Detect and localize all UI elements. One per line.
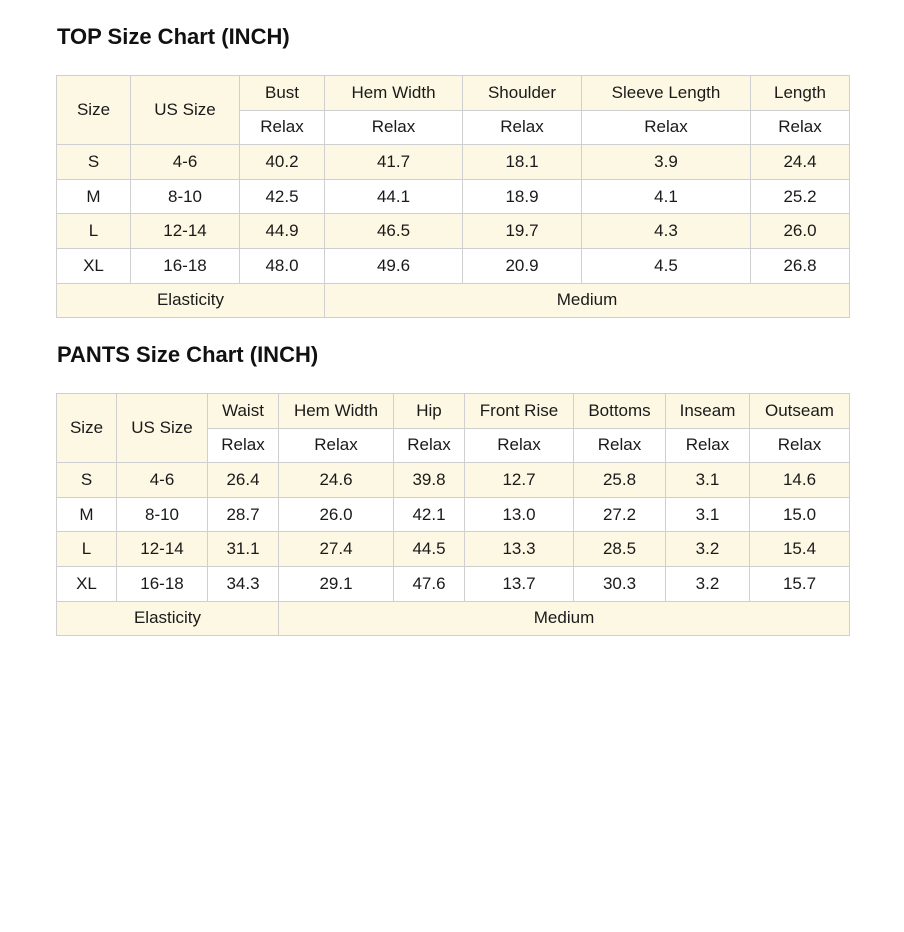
table-row bbox=[57, 179, 850, 214]
fit-label: Relax bbox=[574, 428, 666, 463]
fit-label: Relax bbox=[394, 428, 465, 463]
measurement-header: Hem Width bbox=[325, 76, 463, 111]
measurement-cell: 41.7 bbox=[325, 145, 463, 180]
us-size-cell: 8-10 bbox=[131, 179, 240, 214]
fit-label: Relax bbox=[208, 428, 279, 463]
measurement-cell: 19.7 bbox=[463, 214, 582, 249]
us-size-cell: 8-10 bbox=[117, 497, 208, 532]
us-size-cell: 4-6 bbox=[117, 463, 208, 498]
table-row bbox=[57, 248, 850, 283]
fit-label: Relax bbox=[279, 428, 394, 463]
measurement-header: Inseam bbox=[666, 394, 750, 429]
measurement-cell: 3.2 bbox=[666, 566, 750, 601]
elasticity-label: Elasticity bbox=[57, 601, 279, 636]
measurement-cell: 26.0 bbox=[751, 214, 850, 249]
table-row bbox=[57, 214, 850, 249]
measurement-header: Bottoms bbox=[574, 394, 666, 429]
measurement-cell: 25.8 bbox=[574, 463, 666, 498]
measurement-cell: 49.6 bbox=[325, 248, 463, 283]
measurement-header: Bust bbox=[240, 76, 325, 111]
size-cell: XL bbox=[57, 566, 117, 601]
measurement-cell: 27.2 bbox=[574, 497, 666, 532]
measurement-cell: 28.5 bbox=[574, 532, 666, 567]
us-size-header: US Size bbox=[131, 76, 240, 145]
table-row bbox=[57, 566, 850, 601]
measurement-header: Hip bbox=[394, 394, 465, 429]
measurement-cell: 3.2 bbox=[666, 532, 750, 567]
size-cell: M bbox=[57, 497, 117, 532]
measurement-cell: 42.1 bbox=[394, 497, 465, 532]
measurement-cell: 26.8 bbox=[751, 248, 850, 283]
top-chart-title: TOP Size Chart (INCH) bbox=[57, 24, 290, 49]
measurement-cell: 29.1 bbox=[279, 566, 394, 601]
fit-label: Relax bbox=[582, 110, 751, 145]
size-header: Size bbox=[57, 394, 117, 463]
measurement-cell: 48.0 bbox=[240, 248, 325, 283]
measurement-cell: 28.7 bbox=[208, 497, 279, 532]
fit-label: Relax bbox=[463, 110, 582, 145]
measurement-cell: 26.0 bbox=[279, 497, 394, 532]
size-cell: L bbox=[57, 214, 131, 249]
measurement-cell: 4.5 bbox=[582, 248, 751, 283]
us-size-header: US Size bbox=[117, 394, 208, 463]
measurement-header: Sleeve Length bbox=[582, 76, 751, 111]
measurement-cell: 40.2 bbox=[240, 145, 325, 180]
measurement-cell: 3.1 bbox=[666, 497, 750, 532]
measurement-header: Front Rise bbox=[465, 394, 574, 429]
size-cell: S bbox=[57, 145, 131, 180]
measurement-cell: 3.9 bbox=[582, 145, 751, 180]
top-size-table bbox=[56, 75, 850, 318]
us-size-cell: 12-14 bbox=[117, 532, 208, 567]
measurement-cell: 4.3 bbox=[582, 214, 751, 249]
measurement-header: Length bbox=[751, 76, 850, 111]
us-size-cell: 12-14 bbox=[131, 214, 240, 249]
measurement-cell: 44.5 bbox=[394, 532, 465, 567]
measurement-cell: 24.6 bbox=[279, 463, 394, 498]
size-cell: M bbox=[57, 179, 131, 214]
measurement-header: Hem Width bbox=[279, 394, 394, 429]
elasticity-value: Medium bbox=[279, 601, 850, 636]
size-cell: XL bbox=[57, 248, 131, 283]
measurement-cell: 34.3 bbox=[208, 566, 279, 601]
measurement-header: Waist bbox=[208, 394, 279, 429]
elasticity-value: Medium bbox=[325, 283, 850, 318]
measurement-cell: 15.4 bbox=[750, 532, 850, 567]
table-row bbox=[57, 532, 850, 567]
us-size-cell: 16-18 bbox=[117, 566, 208, 601]
fit-label: Relax bbox=[666, 428, 750, 463]
fit-label: Relax bbox=[751, 110, 850, 145]
measurement-cell: 39.8 bbox=[394, 463, 465, 498]
measurement-cell: 14.6 bbox=[750, 463, 850, 498]
measurement-cell: 26.4 bbox=[208, 463, 279, 498]
measurement-cell: 4.1 bbox=[582, 179, 751, 214]
measurement-cell: 3.1 bbox=[666, 463, 750, 498]
measurement-cell: 13.3 bbox=[465, 532, 574, 567]
measurement-cell: 47.6 bbox=[394, 566, 465, 601]
elasticity-row bbox=[57, 601, 850, 636]
table-row bbox=[57, 463, 850, 498]
measurement-cell: 31.1 bbox=[208, 532, 279, 567]
measurement-cell: 24.4 bbox=[751, 145, 850, 180]
us-size-cell: 4-6 bbox=[131, 145, 240, 180]
measurement-cell: 13.7 bbox=[465, 566, 574, 601]
fit-label: Relax bbox=[465, 428, 574, 463]
measurement-cell: 18.1 bbox=[463, 145, 582, 180]
measurement-cell: 15.0 bbox=[750, 497, 850, 532]
us-size-cell: 16-18 bbox=[131, 248, 240, 283]
measurement-cell: 18.9 bbox=[463, 179, 582, 214]
fit-label: Relax bbox=[750, 428, 850, 463]
table-header-row bbox=[57, 394, 850, 429]
table-header-row bbox=[57, 76, 850, 111]
measurement-cell: 44.9 bbox=[240, 214, 325, 249]
table-row bbox=[57, 497, 850, 532]
measurement-cell: 30.3 bbox=[574, 566, 666, 601]
measurement-cell: 13.0 bbox=[465, 497, 574, 532]
size-cell: S bbox=[57, 463, 117, 498]
pants-size-table bbox=[56, 393, 850, 636]
size-header: Size bbox=[57, 76, 131, 145]
fit-label: Relax bbox=[325, 110, 463, 145]
measurement-header: Outseam bbox=[750, 394, 850, 429]
measurement-cell: 44.1 bbox=[325, 179, 463, 214]
measurement-cell: 20.9 bbox=[463, 248, 582, 283]
measurement-cell: 15.7 bbox=[750, 566, 850, 601]
measurement-cell: 25.2 bbox=[751, 179, 850, 214]
elasticity-label: Elasticity bbox=[57, 283, 325, 318]
measurement-cell: 42.5 bbox=[240, 179, 325, 214]
pants-chart-title: PANTS Size Chart (INCH) bbox=[57, 342, 319, 367]
size-cell: L bbox=[57, 532, 117, 567]
measurement-cell: 12.7 bbox=[465, 463, 574, 498]
measurement-cell: 46.5 bbox=[325, 214, 463, 249]
table-row bbox=[57, 145, 850, 180]
measurement-cell: 27.4 bbox=[279, 532, 394, 567]
elasticity-row bbox=[57, 283, 850, 318]
measurement-header: Shoulder bbox=[463, 76, 582, 111]
fit-label: Relax bbox=[240, 110, 325, 145]
